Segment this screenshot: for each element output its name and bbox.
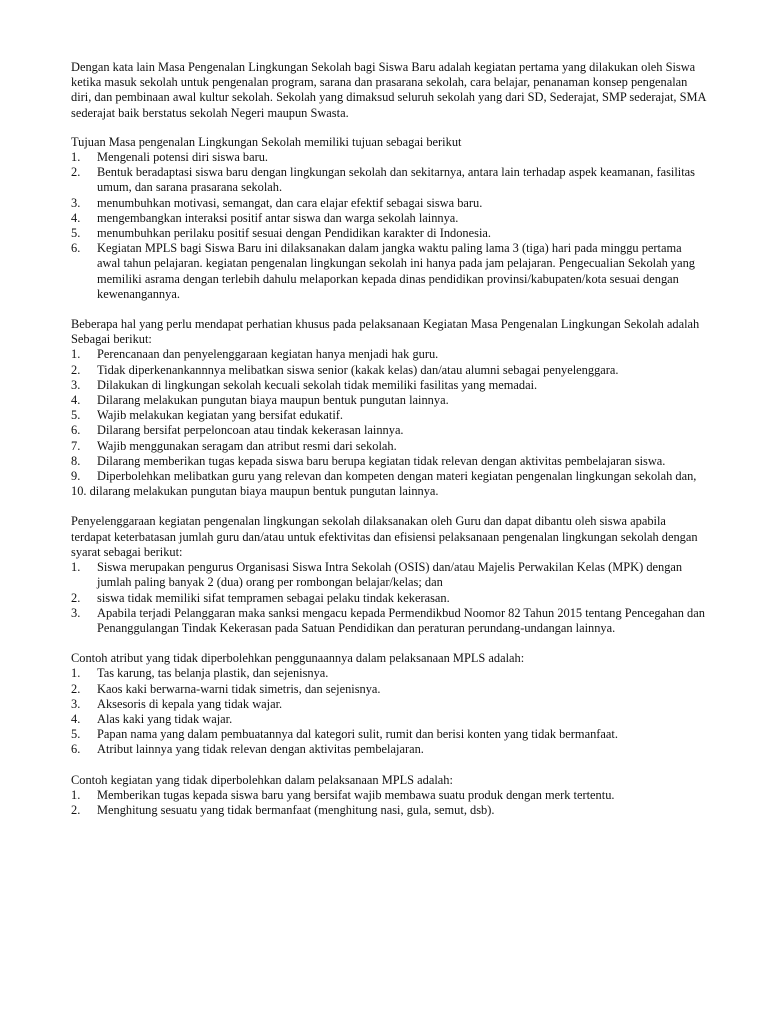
list-text: dilarang melakukan pungutan biaya maupun bentuk pungutan lainnya. bbox=[89, 484, 439, 499]
numbered-list bbox=[71, 788, 708, 818]
section-intro: Tujuan Masa pengenalan Lingkungan Sekolah memiliki tujuan sebagai berikut bbox=[71, 134, 462, 149]
numbered-list bbox=[71, 560, 708, 636]
list-text: Dilarang melakukan pungutan biaya maupun bentuk pungutan lainnya. bbox=[97, 393, 449, 408]
section-intro: Beberapa hal yang perlu mendapat perhatian khusus pada pelaksanaan Kegiatan Masa Pengenalan Lingkungan Sekolah adalah Sebagai berikut: bbox=[71, 317, 700, 347]
list-number: 3. bbox=[71, 377, 81, 392]
list-item bbox=[71, 788, 708, 803]
list-text: mengembangkan interaksi positif antar siswa dan warga sekolah lainnya. bbox=[97, 210, 459, 225]
list-item bbox=[71, 591, 708, 606]
list-number: 2. bbox=[71, 590, 81, 605]
list-number: 3. bbox=[71, 696, 81, 711]
section-perhatian-khusus bbox=[71, 317, 708, 499]
list-text: Kaos kaki berwarna-warni tidak simetris, dan sejenisnya. bbox=[97, 681, 381, 696]
section-intro: Penyelenggaraan kegiatan pengenalan lingkungan sekolah dilaksanakan oleh Guru dan dapat dibantu oleh siswa apabila terdapat keterbatasan jumlah guru dan/atau untuk efektivitas dan efisiensi pelaksanaan pengenalan lingkungan sekolah dengan syarat sebagai berikut: bbox=[71, 514, 698, 559]
list-item bbox=[71, 606, 708, 636]
list-item bbox=[71, 363, 708, 378]
list-item bbox=[71, 666, 708, 681]
list-text: Alas kaki yang tidak wajar. bbox=[97, 711, 233, 726]
list-item bbox=[71, 196, 708, 211]
list-number: 2. bbox=[71, 681, 81, 696]
list-number: 3. bbox=[71, 605, 81, 620]
list-item bbox=[71, 484, 708, 499]
list-text: Papan nama yang dalam pembuatannya dal kategori sulit, rumit dan berisi konten yang tidak bermanfaat. bbox=[97, 727, 618, 742]
list-text: Dilarang bersifat perpeloncoan atau tindak kekerasan lainnya. bbox=[97, 423, 404, 438]
list-text: Dilakukan di lingkungan sekolah kecuali sekolah tidak memiliki fasilitas yang memadai. bbox=[97, 377, 538, 392]
list-item bbox=[71, 439, 708, 454]
list-text: Aksesoris di kepala yang tidak wajar. bbox=[97, 696, 283, 711]
list-text: Bentuk beradaptasi siswa baru dengan lingkungan sekolah dan sekitarnya, antara lain terhadap aspek keamanan, fasilitas umum, dan sarana prasarana sekolah. bbox=[97, 165, 695, 195]
list-number: 1. bbox=[71, 347, 81, 362]
list-item bbox=[71, 408, 708, 423]
list-text: Apabila terjadi Pelanggaran maka sanksi mengacu kepada Permendikbud Noomor 82 Tahun 2015 tentang Pencegahan dan Penanggulangan Tindak Kekerasan pada Satuan Pendidikan dan peraturan perundang-undangan lainnya. bbox=[97, 605, 705, 635]
list-text: Tas karung, tas belanja plastik, dan sejenisnya. bbox=[97, 666, 329, 681]
list-text: Perencanaan dan penyelenggaraan kegiatan hanya menjadi hak guru. bbox=[97, 347, 439, 362]
list-text: Menghitung sesuatu yang tidak bermanfaat (menghitung nasi, gula, semut, dsb). bbox=[97, 802, 495, 817]
list-number: 5. bbox=[71, 727, 81, 742]
list-text: menumbuhkan motivasi, semangat, dan cara elajar efektif sebagai siswa baru. bbox=[97, 195, 483, 210]
list-number: 9. bbox=[71, 469, 81, 484]
list-item bbox=[71, 150, 708, 165]
list-item bbox=[71, 226, 708, 241]
list-number: 5. bbox=[71, 226, 81, 241]
list-item bbox=[71, 742, 708, 757]
list-item bbox=[71, 682, 708, 697]
paragraph-definition: Dengan kata lain Masa Pengenalan Lingkungan Sekolah bagi Siswa Baru adalah kegiatan pertama yang dilakukan oleh Siswa ketika masuk sekolah untuk pengenalan program, sarana dan prasarana sekolah, cara belajar, penanaman konsep pengenalan diri, dan pembinaan awal kultur sekolah. Sekolah yang dimaksud seluruh sekolah yang dari SD, Sederajat, SMP sederajat, SMA sederajat baik berstatus sekolah Negeri maupun Swasta. bbox=[71, 60, 706, 120]
list-number: 8. bbox=[71, 453, 81, 468]
list-number: 4. bbox=[71, 210, 81, 225]
list-text: Wajib menggunakan seragam dan atribut resmi dari sekolah. bbox=[97, 438, 397, 453]
list-item bbox=[71, 454, 708, 469]
list-item bbox=[71, 378, 708, 393]
list-number: 10. bbox=[71, 484, 87, 499]
list-number: 1. bbox=[71, 666, 81, 681]
list-number: 2. bbox=[71, 362, 81, 377]
list-item bbox=[71, 560, 708, 590]
numbered-list bbox=[71, 666, 708, 757]
list-text: Wajib melakukan kegiatan yang bersifat edukatif. bbox=[97, 408, 344, 423]
numbered-list bbox=[71, 150, 708, 302]
list-number: 7. bbox=[71, 438, 81, 453]
list-item bbox=[71, 469, 708, 484]
list-item bbox=[71, 727, 708, 742]
list-text: Siswa merupakan pengurus Organisasi Siswa Intra Sekolah (OSIS) dan/atau Majelis Perwakilan Kelas (MPK) dengan jumlah paling banyak 2 (dua) orang per rombongan belajar/kelas; dan bbox=[97, 560, 683, 590]
list-item bbox=[71, 697, 708, 712]
list-text: Diperbolehkan melibatkan guru yang relevan dan kompeten dengan materi kegiatan pengenalan lingkungan sekolah dan, bbox=[97, 469, 697, 484]
list-number: 6. bbox=[71, 241, 81, 256]
section-intro: Contoh kegiatan yang tidak diperbolehkan dalam pelaksanaan MPLS adalah: bbox=[71, 772, 453, 787]
list-text: menumbuhkan perilaku positif sesuai dengan Pendidikan karakter di Indonesia. bbox=[97, 226, 491, 241]
list-number: 1. bbox=[71, 150, 81, 165]
list-text: Atribut lainnya yang tidak relevan dengan aktivitas pembelajaran. bbox=[97, 742, 424, 757]
list-item bbox=[71, 803, 708, 818]
list-text: siswa tidak memiliki sifat tempramen sebagai pelaku tindak kekerasan. bbox=[97, 590, 450, 605]
list-number: 3. bbox=[71, 195, 81, 210]
list-item bbox=[71, 347, 708, 362]
section-tujuan bbox=[71, 135, 708, 302]
list-item bbox=[71, 712, 708, 727]
list-item bbox=[71, 393, 708, 408]
list-item bbox=[71, 241, 708, 302]
list-text: Dilarang memberikan tugas kepada siswa baru berupa kegiatan tidak relevan dengan aktivitas pembelajaran siswa. bbox=[97, 453, 666, 468]
list-number: 1. bbox=[71, 787, 81, 802]
list-text: Tidak diperkenankannnya melibatkan siswa senior (kakak kelas) dan/atau alumni sebagai penyelenggara. bbox=[97, 362, 619, 377]
list-number: 6. bbox=[71, 742, 81, 757]
list-number: 4. bbox=[71, 711, 81, 726]
list-number: 2. bbox=[71, 165, 81, 180]
list-item bbox=[71, 165, 708, 195]
list-item bbox=[71, 211, 708, 226]
section-atribut-dilarang bbox=[71, 651, 708, 757]
list-number: 1. bbox=[71, 560, 81, 575]
list-number: 5. bbox=[71, 408, 81, 423]
list-text: Memberikan tugas kepada siswa baru yang bersifat wajib membawa suatu produk dengan merk tertentu. bbox=[97, 787, 615, 802]
list-number: 2. bbox=[71, 802, 81, 817]
section-penyelenggaraan bbox=[71, 514, 708, 636]
list-text: Mengenali potensi diri siswa baru. bbox=[97, 150, 269, 165]
list-item bbox=[71, 423, 708, 438]
list-text: Kegiatan MPLS bagi Siswa Baru ini dilaksanakan dalam jangka waktu paling lama 3 (tiga) hari pada minggu pertama awal tahun pelajaran. kegiatan pengenalan lingkungan sekolah ini hanya pada jam pelajaran. Pengecualian Sekolah yang memiliki asrama dengan terlebih dahulu melaporkan kepada dinas pendidikan provinsi/kabupaten/kota sesuai dengan kewenangannya. bbox=[97, 241, 695, 301]
section-kegiatan-dilarang bbox=[71, 773, 708, 819]
section-intro: Contoh atribut yang tidak diperbolehkan penggunaannya dalam pelaksanaan MPLS adalah: bbox=[71, 651, 525, 666]
list-number: 4. bbox=[71, 393, 81, 408]
numbered-list bbox=[71, 347, 708, 499]
list-number: 6. bbox=[71, 423, 81, 438]
